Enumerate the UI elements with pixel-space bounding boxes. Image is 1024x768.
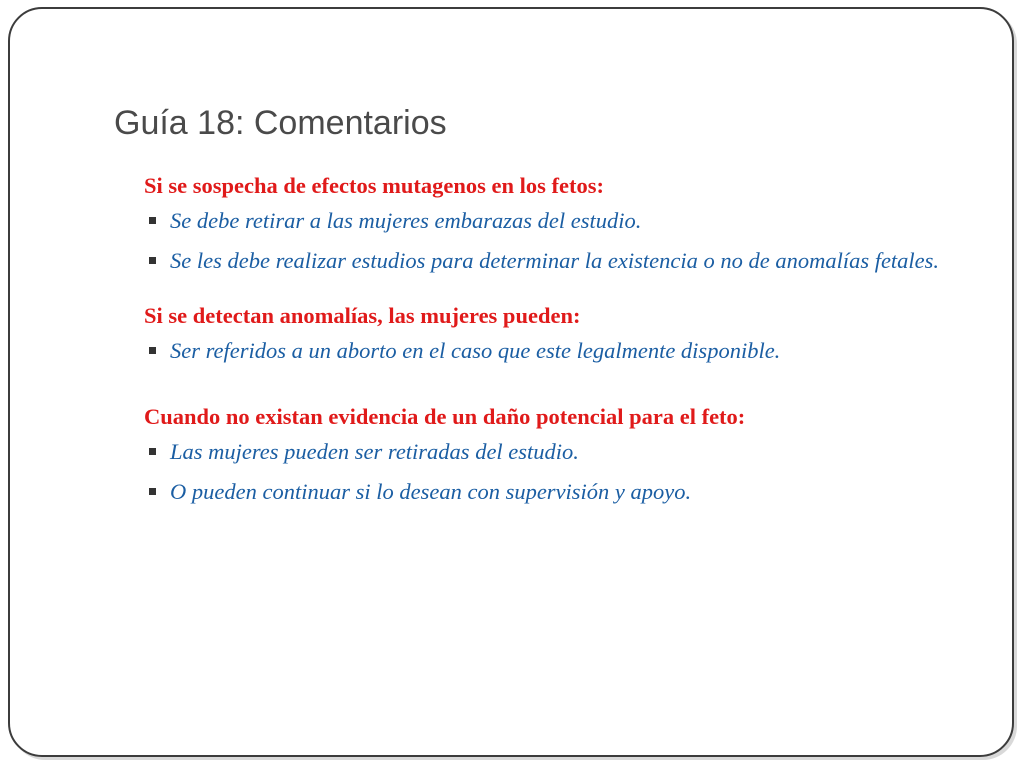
- bullet-text: Se debe retirar a las mujeres embarazas del estudio.: [170, 208, 642, 233]
- section-no-evidence: [144, 401, 959, 507]
- slide-title: Guía 18: Comentarios: [114, 104, 447, 142]
- bullet-text: Las mujeres pueden ser retiradas del estudio.: [170, 439, 579, 464]
- bullet-item: [144, 205, 959, 236]
- section-anomalies-detected: [144, 300, 959, 366]
- section-heading: Si se sospecha de efectos mutagenos en los fetos:: [144, 173, 604, 198]
- bullet-list: [144, 335, 959, 366]
- slide-content: [144, 170, 959, 516]
- bullet-item: [144, 436, 959, 467]
- section-heading: Cuando no existan evidencia de un daño potencial para el feto:: [144, 404, 746, 429]
- section-heading: Si se detectan anomalías, las mujeres pueden:: [144, 303, 581, 328]
- bullet-list: [144, 436, 959, 507]
- square-bullet-icon: [149, 257, 156, 264]
- bullet-list: [144, 205, 959, 276]
- bullet-text: Ser referidos a un aborto en el caso que este legalmente disponible.: [170, 338, 781, 363]
- square-bullet-icon: [149, 448, 156, 455]
- section-mutagenic-effects: [144, 170, 959, 276]
- square-bullet-icon: [149, 347, 156, 354]
- bullet-text: Se les debe realizar estudios para determinar la existencia o no de anomalías fetales.: [170, 248, 940, 273]
- square-bullet-icon: [149, 488, 156, 495]
- bullet-text: O pueden continuar si lo desean con supervisión y apoyo.: [170, 479, 692, 504]
- bullet-item: [144, 476, 959, 507]
- bullet-item: [144, 245, 959, 276]
- bullet-item: [144, 335, 959, 366]
- square-bullet-icon: [149, 217, 156, 224]
